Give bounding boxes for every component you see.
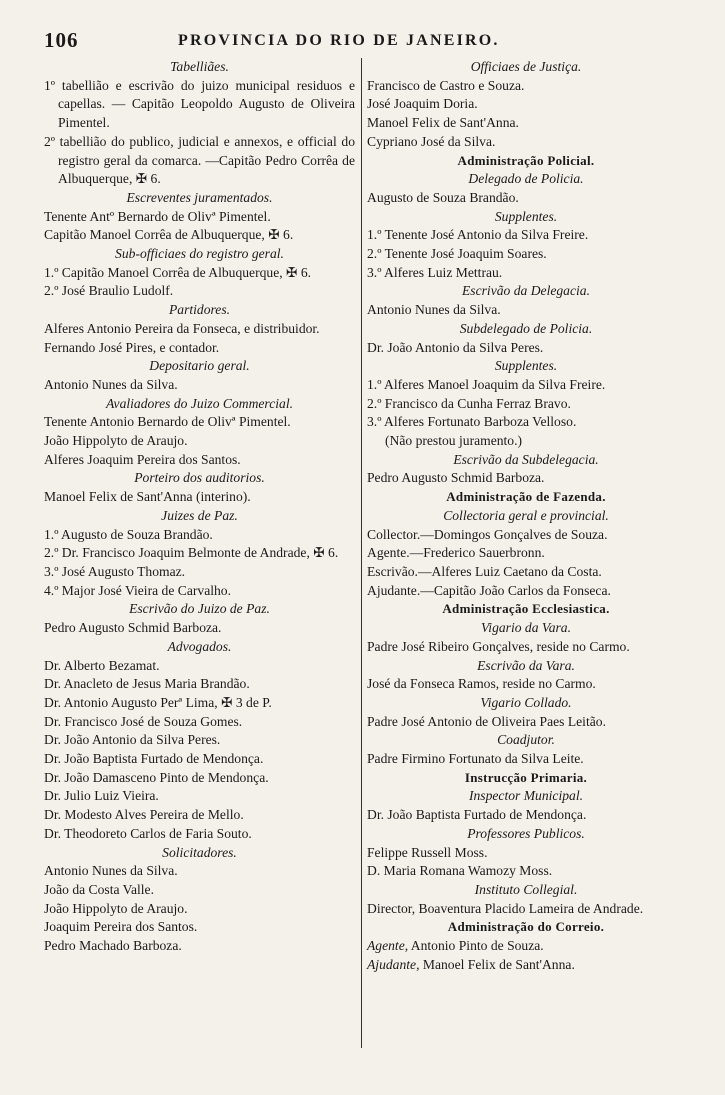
section-heading: Advogados.: [167, 638, 232, 654]
entry: Dr. João Antonio da Silva Peres.: [44, 732, 221, 748]
page-header: [40, 28, 697, 52]
entry: Dr. João Baptista Furtado de Mendonça.: [367, 807, 587, 823]
section-heading: Juizes de Paz.: [161, 507, 238, 523]
entry: Tenente Antº Bernardo de Olivª Pimentel.: [44, 208, 271, 224]
entry: Padre Firmino Fortunato da Silva Leite.: [367, 751, 584, 767]
section-heading: Avaliadores do Juizo Commercial.: [105, 395, 294, 411]
entry: 1º tabellião e escrivão do juizo municipal residuos e capellas. — Capitão Leopoldo Augusto de Oliveira Pimentel.: [44, 77, 355, 131]
entry: Fernando José Pires, e contador.: [44, 339, 220, 355]
entry: 1.º Capitão Manoel Corrêa de Albuquerque, ✠ 6.: [44, 264, 312, 280]
department-heading: Administração Policial.: [457, 152, 595, 168]
entry: Alferes Joaquim Pereira dos Santos.: [44, 451, 241, 467]
entry: Dr. Antonio Augusto Perª Lima, ✠ 3 de P.: [44, 694, 272, 710]
entry: João Hippolyto de Araujo.: [44, 433, 188, 449]
entry: Escrivão.—Alferes Luiz Caetano da Costa.: [367, 563, 602, 579]
section-heading: Delegado de Policia.: [468, 171, 584, 187]
section-heading: Coadjutor.: [497, 732, 555, 748]
entry: Dr. Alberto Bezamat.: [44, 657, 160, 673]
entry: 1.º Augusto de Souza Brandão.: [44, 526, 213, 542]
entry: Padre José Antonio de Oliveira Paes Leitão.: [367, 713, 606, 729]
entry: Dr. Anacleto de Jesus Maria Brandão.: [44, 676, 250, 692]
entry-role: Ajudante,: [367, 956, 420, 972]
left-column: [44, 58, 355, 956]
right-column: [367, 58, 685, 974]
section-heading: Vigario Collado.: [480, 694, 572, 710]
section-heading: Solicitadores.: [162, 844, 237, 860]
entry: 3.º Alferes Luiz Mettrau.: [367, 264, 503, 280]
section-heading: Escreventes juramentados.: [126, 189, 273, 205]
entry: José da Fonseca Ramos, reside no Carmo.: [367, 676, 596, 692]
entry: Dr. Francisco José de Souza Gomes.: [44, 713, 243, 729]
entry: 1.º Tenente José Antonio da Silva Freire.: [367, 227, 589, 243]
section-heading: Escrivão da Delegacia.: [462, 283, 590, 299]
entry: Pedro Augusto Schmid Barboza.: [367, 470, 545, 486]
entry: Alferes Antonio Pereira da Fonseca, e distribuidor.: [44, 320, 320, 336]
entry: Antonio Nunes da Silva.: [44, 376, 178, 392]
entry: Manoel Felix de Sant'Anna (interino).: [44, 489, 251, 505]
section-heading: Officiaes de Justiça.: [470, 59, 582, 74]
entry: 2º tabellião do publico, judicial e annexos, e official do registro geral da comarca. —Capitão Pedro Corrêa de Albuquerque, ✠ 6.: [44, 133, 355, 187]
section-heading: Escrivão da Subdelegacia.: [453, 451, 599, 467]
entry: Agente.—Frederico Sauerbronn.: [367, 545, 545, 561]
section-heading: Escrivão da Vara.: [477, 657, 575, 673]
entry: Dr. Julio Luiz Vieira.: [44, 788, 159, 804]
section-heading: Supplentes.: [494, 358, 558, 374]
section-heading: Depositario geral.: [149, 358, 250, 374]
department-heading: Administração do Correio.: [447, 919, 605, 935]
entry: [367, 937, 685, 956]
entry: João da Costa Valle.: [44, 881, 154, 897]
entry: 2.º Dr. Francisco Joaquim Belmonte de Andrade, ✠ 6.: [44, 545, 339, 561]
section-heading: Collectoria geral e provincial.: [443, 507, 609, 523]
section-heading: Instituto Collegial.: [474, 881, 578, 897]
entry: Manoel Felix de Sant'Anna.: [367, 115, 519, 131]
entry: Felippe Russell Moss.: [367, 844, 488, 860]
entry: Capitão Manoel Corrêa de Albuquerque, ✠ 6.: [44, 227, 294, 243]
entry: Tenente Antonio Bernardo de Olivª Pimentel.: [44, 414, 291, 430]
entry-note: (Não prestou juramento.): [385, 433, 523, 449]
entry-name: Manoel Felix de Sant'Anna.: [419, 956, 575, 972]
entry: Cypriano José da Silva.: [367, 133, 496, 149]
column-divider: [361, 58, 362, 1048]
section-heading: Professores Publicos.: [467, 825, 585, 841]
section-heading: Vigario da Vara.: [481, 620, 571, 636]
section-heading: Subdelegado de Policia.: [459, 320, 593, 336]
section-heading: Partidores.: [168, 302, 231, 318]
entry: Padre José Ribeiro Gonçalves, reside no Carmo.: [367, 638, 630, 654]
entry: 1.º Alferes Manoel Joaquim da Silva Freire.: [367, 376, 606, 392]
running-title: PROVINCIA DO RIO DE JANEIRO.: [178, 32, 500, 49]
entry-name: Antonio Pinto de Souza.: [408, 938, 544, 954]
entry: Dr. João Damasceno Pinto de Mendonça.: [44, 769, 269, 785]
department-heading: Instrucção Primaria.: [464, 769, 588, 785]
entry: Dr. João Baptista Furtado de Mendonça.: [44, 751, 264, 767]
entry: Pedro Augusto Schmid Barboza.: [44, 620, 222, 636]
entry: Collector.—Domingos Gonçalves de Souza.: [367, 526, 608, 542]
page-number: 106: [44, 28, 79, 52]
entry: 2.º Francisco da Cunha Ferraz Bravo.: [367, 395, 571, 411]
section-heading: Inspector Municipal.: [468, 788, 583, 804]
entry: 3.º José Augusto Thomaz.: [44, 563, 186, 579]
entry: 4.º Major José Vieira de Carvalho.: [44, 582, 231, 598]
department-heading: Administração de Fazenda.: [446, 489, 606, 505]
entry: 3.º Alferes Fortunato Barboza Velloso.: [367, 414, 577, 430]
entry: Pedro Machado Barboza.: [44, 938, 182, 954]
department-heading: Administração Ecclesiastica.: [442, 601, 610, 617]
entry: Dr. Modesto Alves Pereira de Mello.: [44, 807, 244, 823]
entry: 2.º José Braulio Ludolf.: [44, 283, 174, 299]
section-heading: Sub-officiaes do registro geral.: [115, 246, 284, 262]
entry: Ajudante.—Capitão João Carlos da Fonseca.: [367, 582, 611, 598]
entry: Dr. Theodoreto Carlos de Faria Souto.: [44, 825, 252, 841]
entry: José Joaquim Doria.: [367, 96, 478, 112]
entry: Augusto de Souza Brandão.: [367, 189, 519, 205]
entry: Antonio Nunes da Silva.: [367, 302, 501, 318]
entry: Dr. João Antonio da Silva Peres.: [367, 339, 544, 355]
entry: 2.º Tenente José Joaquim Soares.: [367, 246, 547, 262]
entry-role: Agente,: [367, 938, 409, 954]
entry: D. Maria Romana Wamozy Moss.: [367, 863, 553, 879]
entry: Director, Boaventura Placido Lameira de Andrade.: [367, 900, 644, 916]
entry: Francisco de Castro e Souza.: [367, 77, 525, 93]
entry: Antonio Nunes da Silva.: [44, 863, 178, 879]
entry: João Hippolyto de Araujo.: [44, 900, 188, 916]
section-heading: Porteiro dos auditorios.: [134, 470, 265, 486]
section-heading: Tabelliães.: [170, 59, 229, 74]
section-heading: Supplentes.: [494, 208, 558, 224]
entry: Joaquim Pereira dos Santos.: [44, 919, 198, 935]
entry: [367, 956, 685, 975]
section-heading: Escrivão do Juizo de Paz.: [129, 601, 270, 617]
